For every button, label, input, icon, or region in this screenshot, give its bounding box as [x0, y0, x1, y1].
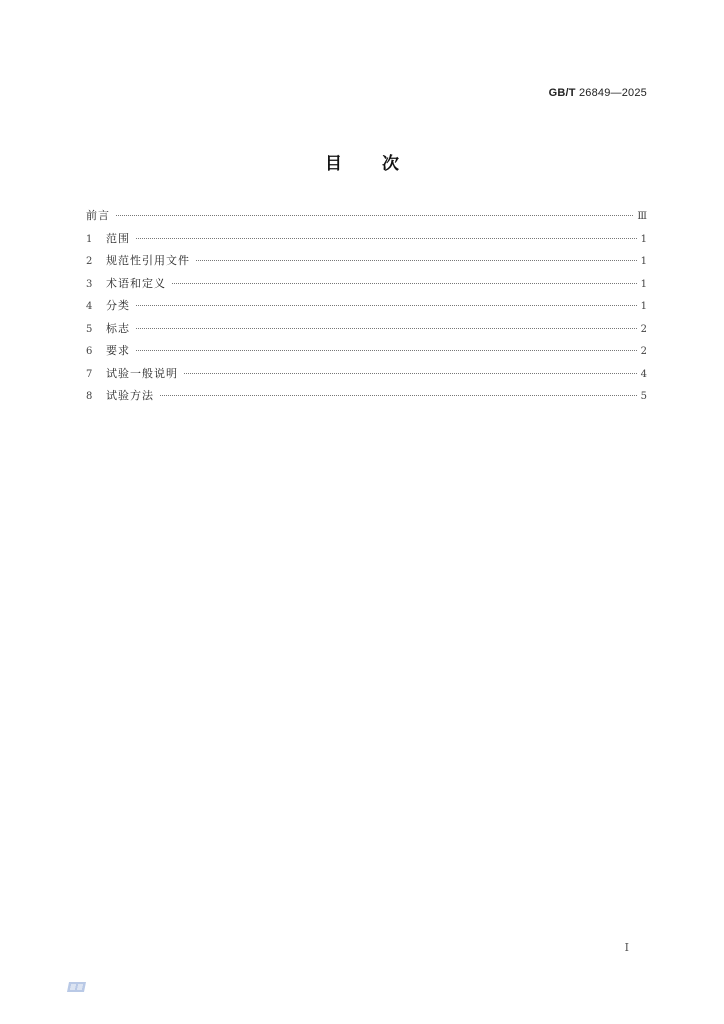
toc-leader-dots — [136, 305, 637, 306]
toc-entry-number: 2 — [86, 256, 93, 267]
toc-entry-label: 前言 — [86, 209, 110, 222]
toc-entry-number: 4 — [86, 301, 93, 312]
toc-entry-number: 3 — [86, 278, 93, 290]
toc-leader-dots — [184, 373, 637, 374]
toc-leader-dots — [136, 328, 637, 329]
toc-entry-label: 分类 — [106, 299, 130, 312]
toc-leader-dots — [136, 350, 637, 351]
toc-entry-page: 2 — [640, 346, 647, 357]
toc-entry-page: 1 — [640, 301, 647, 312]
toc-entry-number: 5 — [86, 323, 93, 335]
toc-entry-classification[interactable] — [86, 297, 647, 320]
toc-leader-dots — [160, 395, 637, 396]
toc-entry-label: 要求 — [106, 344, 130, 357]
sac-logo-icon — [67, 981, 87, 993]
toc-entry-label: 规范性引用文件 — [106, 254, 190, 267]
title-char-2: 次 — [382, 154, 399, 174]
toc-leader-dots — [172, 283, 637, 284]
standard-number: 26849—2025 — [578, 87, 647, 99]
toc-entry-requirements[interactable] — [86, 342, 647, 365]
standard-prefix: GB/T — [548, 87, 576, 99]
toc-entry-page: 5 — [640, 391, 647, 402]
page-title — [0, 149, 724, 174]
toc-entry-scope[interactable] — [86, 230, 647, 253]
toc-entry-number: 8 — [86, 391, 93, 402]
toc-entry-page: 1 — [640, 256, 647, 267]
toc-entry-label: 术语和定义 — [106, 276, 166, 290]
toc-leader-dots — [136, 238, 637, 239]
toc-leader-dots — [196, 260, 637, 261]
toc-entry-label: 范围 — [106, 231, 130, 245]
toc-entry-test-methods[interactable] — [86, 387, 647, 410]
toc-entry-normative-references[interactable] — [86, 252, 647, 275]
toc-entry-marking[interactable] — [86, 320, 647, 343]
toc-leader-dots — [116, 215, 633, 216]
toc-entry-label: 试验方法 — [106, 389, 154, 402]
toc-entry-label: 标志 — [106, 321, 130, 335]
toc-entry-page: 1 — [640, 278, 647, 290]
toc-entry-number: 6 — [86, 346, 93, 357]
toc-entry-preface[interactable] — [86, 207, 647, 230]
toc-entry-terms-definitions[interactable] — [86, 275, 647, 298]
toc-entry-number: 7 — [86, 368, 93, 380]
toc-entry-page: 2 — [640, 323, 647, 335]
toc-entry-label: 试验一般说明 — [106, 366, 178, 380]
toc-entry-number: 1 — [86, 233, 93, 245]
title-char-1: 目 — [325, 154, 342, 174]
toc-entry-page: 4 — [640, 368, 647, 380]
page-number: I — [624, 941, 629, 954]
toc-entry-page: 1 — [640, 233, 647, 245]
table-of-contents — [86, 207, 647, 410]
toc-entry-page: Ⅲ — [637, 211, 647, 222]
toc-entry-general-test-notes[interactable] — [86, 365, 647, 388]
standard-code — [549, 87, 647, 99]
